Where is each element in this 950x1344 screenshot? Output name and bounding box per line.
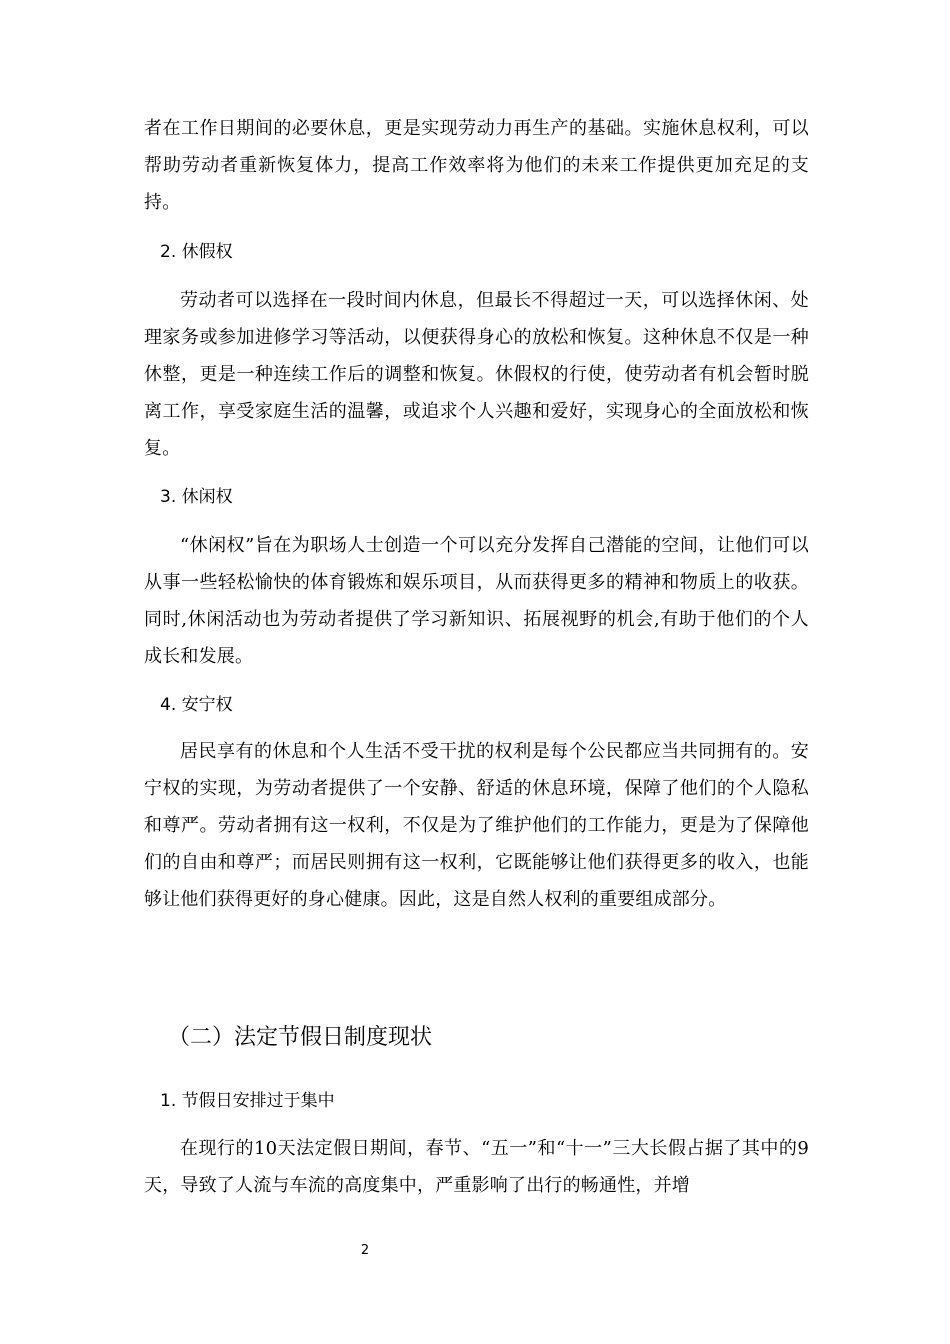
section-heading-text: （二）法定节假日制度现状 [168,1025,433,1050]
paragraph-leisure-right [144,527,809,675]
paragraph-text: 劳动者可以选择在一段时间内休息，但最长不得超过一天，可以选择休闲、处理家务或参加进修学习等活动，以便获得身心的放松和恢复。这种休息不仅是一种休整，更是一种连续工作后的调整和恢复。休假权的行使，使劳动者有机会暂时脱离工作，享受家庭生活的温馨，或追求个人兴趣和爱好，实现身心的全面放松和恢复。 [144,290,809,459]
page-number: 2 [360,1243,370,1258]
paragraph-text: 在现行的10天法定假日期间，春节、“五一”和“十一”三大长假占据了其中的9天，导致了人流与车流的高度集中，严重影响了出行的畅通性，并增 [144,1138,809,1196]
heading-text: 1. 节假日安排过于集中 [160,1091,335,1111]
paragraph-holiday-concentrated [144,1130,809,1204]
heading-holiday-concentrated [144,1089,809,1113]
paragraph-text: “休闲权”旨在为职场人士创造一个可以充分发挥自己潜能的空间，让他们可以从事一些轻松愉快的体育锻炼和娱乐项目，从而获得更多的精神和物质上的收获。同时,休闲活动也为劳动者提供了学习新知识、拓展视野的机会,有助于他们的个人成长和发展。 [144,535,809,667]
paragraph-vacation-right [144,282,809,467]
heading-text: 4. 安宁权 [160,695,233,715]
heading-tranquility-right [144,693,809,717]
heading-leisure-right [144,485,809,509]
paragraph-text: 者在工作日期间的必要休息，更是实现劳动力再生产的基础。实施休息权利，可以帮助劳动者重新恢复体力，提高工作效率将为他们的未来工作提供更加充足的支持。 [144,118,809,213]
heading-text: 3. 休闲权 [160,487,233,507]
paragraph-text: 居民享有的休息和个人生活不受干扰的权利是每个公民都应当共同拥有的。安宁权的实现，为劳动者提供了一个安静、舒适的休息环境，保障了他们的个人隐私和尊严。劳动者拥有这一权利，不仅是为了维护他们的工作能力，更是为了保障他们的自由和尊严；而居民则拥有这一权利，它既能够让他们获得更多的收入，也能够让他们获得更好的身心健康。因此，这是自然人权利的重要组成部分。 [144,741,809,910]
section-heading-holiday-system [144,1023,809,1053]
heading-text: 2. 休假权 [160,242,233,262]
heading-vacation-right [144,240,809,264]
paragraph-tranquility-right [144,733,809,918]
paragraph-rest-right-continued [144,110,809,221]
